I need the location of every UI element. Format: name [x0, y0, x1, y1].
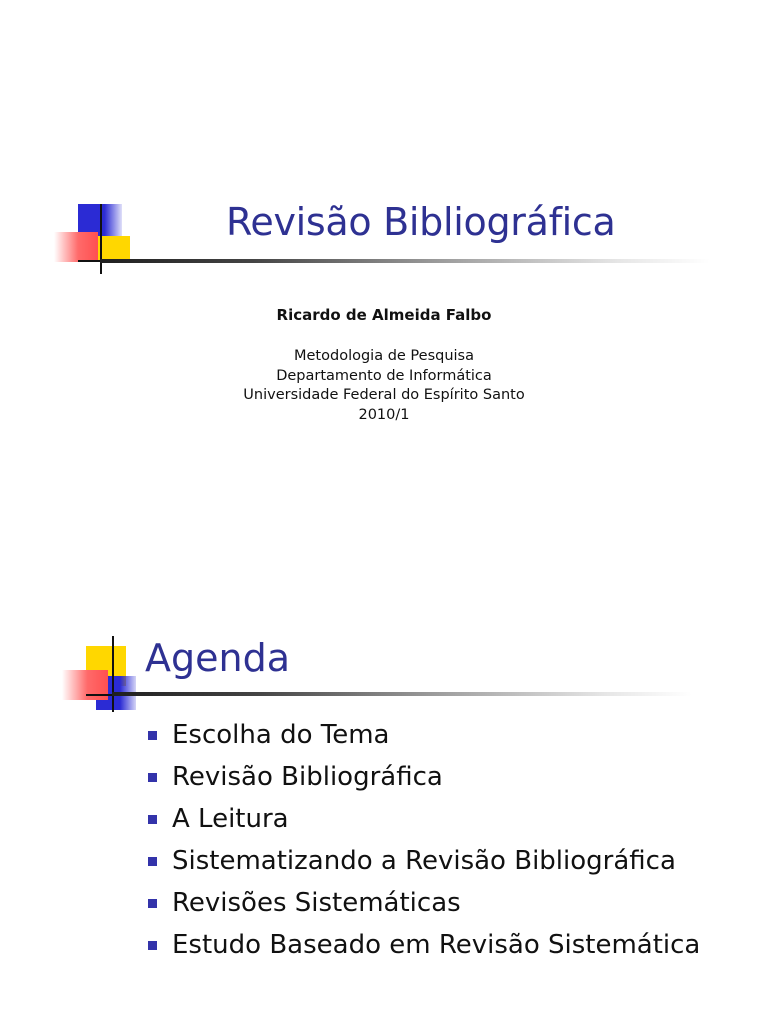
title-underline [100, 259, 710, 263]
list-item-label: Revisão Bibliográfica [172, 762, 443, 792]
bullet-icon [148, 773, 157, 782]
list-item [148, 714, 700, 756]
slide-title: Revisão Bibliográfica [226, 200, 616, 244]
slide-logo-icon [62, 636, 142, 716]
agenda-slide [0, 512, 768, 1024]
bullet-icon [148, 731, 157, 740]
list-item-label: Estudo Baseado em Revisão Sistemática [172, 930, 701, 960]
list-item-label: Sistematizando a Revisão Bibliográfica [172, 846, 676, 876]
list-item [148, 798, 700, 840]
course-info [0, 347, 768, 425]
author-name: Ricardo de Almeida Falbo [276, 306, 492, 324]
semester: 2010/1 [358, 406, 410, 423]
bullet-icon [148, 899, 157, 908]
university-name: Universidade Federal do Espírito Santo [243, 387, 525, 403]
list-item [148, 882, 700, 924]
list-item [148, 924, 700, 966]
list-item-label: Revisões Sistemáticas [172, 888, 461, 918]
department-name: Departamento de Informática [276, 367, 492, 384]
agenda-list [148, 714, 700, 966]
list-item [148, 756, 700, 798]
bullet-icon [148, 815, 157, 824]
list-item-label: A Leitura [172, 804, 289, 834]
bullet-icon [148, 941, 157, 950]
slide-logo-icon [54, 204, 134, 284]
list-item-label: Escolha do Tema [172, 720, 390, 750]
course-name: Metodologia de Pesquisa [294, 348, 474, 364]
list-item [148, 840, 700, 882]
slide-title: Agenda [145, 636, 290, 680]
bullet-icon [148, 857, 157, 866]
title-underline [112, 692, 692, 696]
